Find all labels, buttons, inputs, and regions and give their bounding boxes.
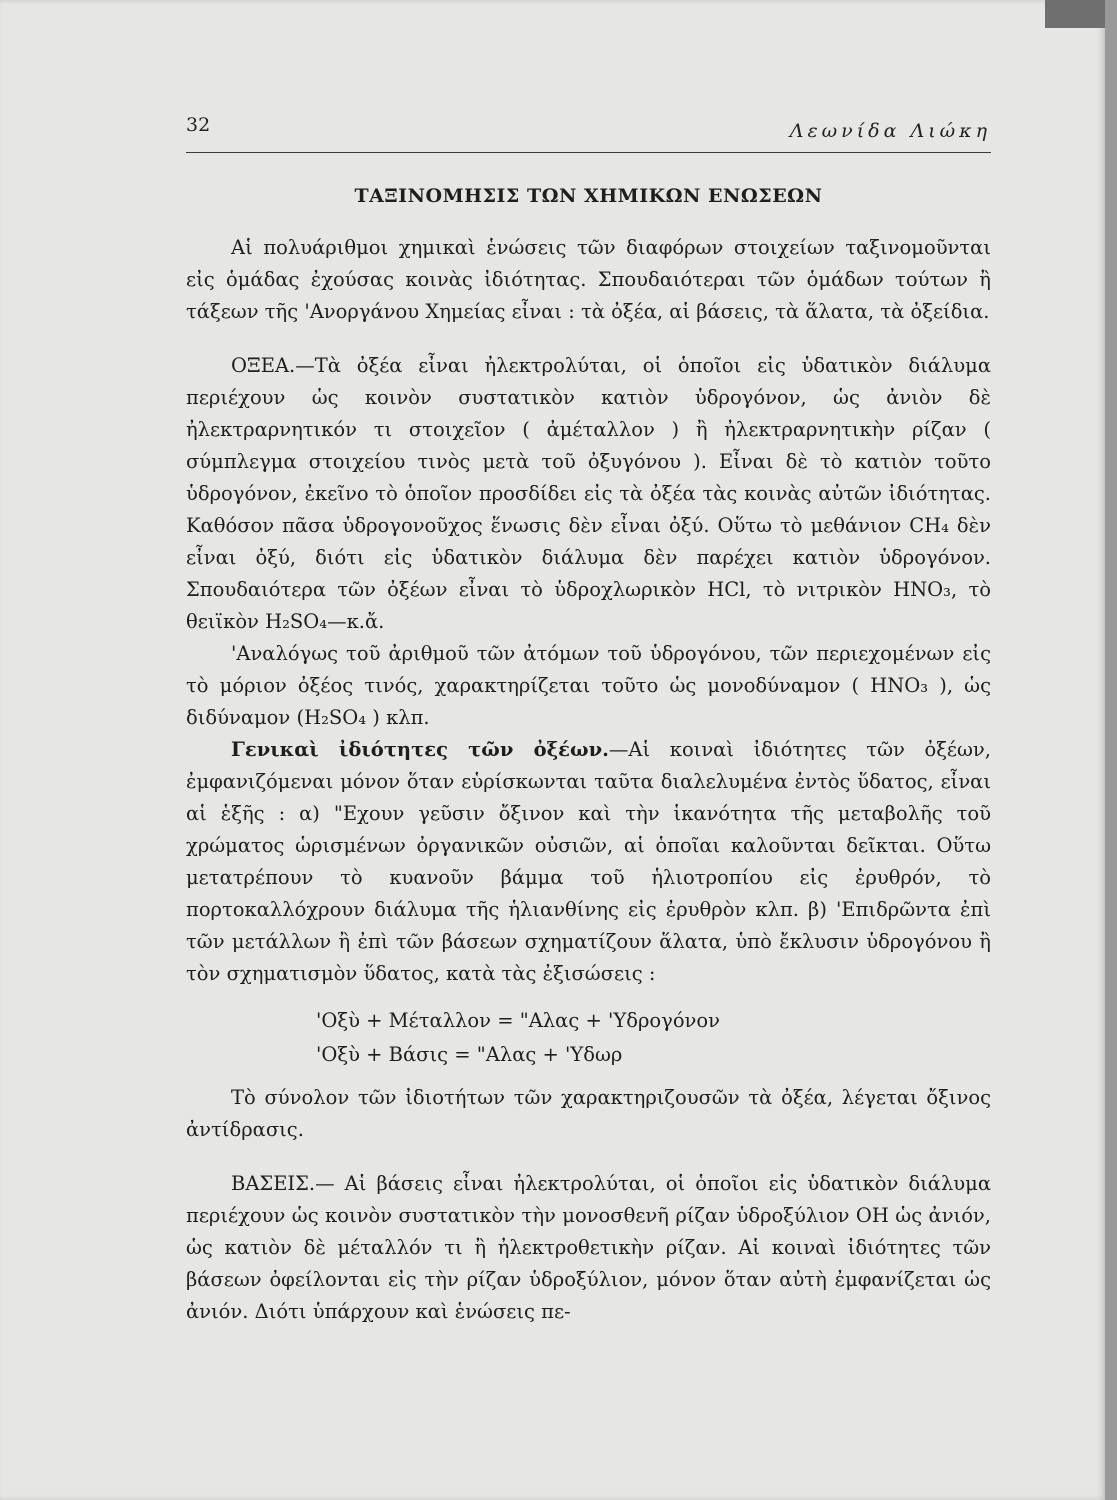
equation-acid-base: 'Οξὺ + Βάσις = "Αλας + 'Υδωρ	[316, 1043, 623, 1066]
page-header	[186, 112, 991, 153]
general-properties-text: —Αἱ κοιναὶ ἰδιότητες τῶν ὀξέων, ἐμφανιζόμεναι μόνον ὅταν εὑρίσκωνται ταῦτα διαλελυμένα ἐντὸς ὕδατος, εἶναι αἱ ἑξῆς : α) "Εχουν γεῦσιν ὄξινον καὶ τὴν ἱκανότητα τῆς μεταβολῆς τοῦ χρώματος ὡρισμένων ὀργανικῶν οὐσιῶν, αἱ ὁποῖαι καλοῦνται δεῖκται. Οὕτω μετατρέπουν τὸ κυανοῦν βάμμα τοῦ ἡλιοτροπίου εἰς ἐρυθρόν, τὸ πορτοκαλλόχρουν διάλυμα τῆς ἡλιανθίνης εἰς ἐρυθρὸν κλπ. β) 'Επιδρῶντα ἐπὶ τῶν μετάλλων ἢ ἐπὶ τῶν βάσεων σχηματίζουν ἅλατα, ὑπὸ ἔκλυσιν ὑδρογόνου ἢ τὸν σχηματισμὸν ὕδατος, κατὰ τὰς ἐξισώσεις :	[186, 738, 991, 985]
acids-general-properties	[186, 734, 991, 990]
intro-paragraph: Αἱ πολυάριθμοι χημικαὶ ἑνώσεις τῶν διαφόρων στοιχείων ταξινομοῦνται εἰς ὁμάδας ἐχούσας κοινὰς ἰδιότητας. Σπουδαιότεραι τῶν ὁμάδων τούτων ἢ τάξεων τῆς 'Ανοργάνου Χημείας εἶναι : τὰ ὀξέα, αἱ βάσεις, τὰ ἅλατα, τὰ ὀξείδια.	[186, 236, 991, 323]
general-properties-heading: Γενικαὶ ἰδιότητες τῶν ὀξέων.	[231, 738, 609, 761]
equation-acid-metal: 'Οξὺ + Μέταλλον = "Αλας + 'Υδρογόνον	[316, 1009, 721, 1032]
spacer	[186, 1146, 991, 1168]
running-head: Λεωνίδα Λιώκη	[789, 120, 991, 142]
acids-basicity-paragraph: 'Αναλόγως τοῦ ἀριθμοῦ τῶν ἀτόμων τοῦ ὑδρογόνου, τῶν περιεχομένων εἰς τὸ μόριον ὀξέος τινός, χαρακτηρίζεται τοῦτο ὡς μονοδύναμον ( HNO₃ ), ὡς διδύναμον (H₂SO₄ ) κλπ.	[186, 642, 991, 729]
page-body	[186, 180, 991, 1328]
spacer	[186, 328, 991, 350]
section-title: ΤΑΞΙΝΟΜΗΣΙΣ ΤΩΝ ΧΗΜΙΚΩΝ ΕΝΩΣΕΩΝ	[354, 185, 823, 207]
acids-paragraph: ΟΞΕΑ.—Τὰ ὀξέα εἶναι ἠλεκτρολύται, οἱ ὁποῖοι εἰς ὑδατικὸν διάλυμα περιέχουν ὡς κοινὸν συστατικὸν κατιὸν ὑδρογόνον, ὡς ἀνιὸν δὲ ἠλεκτραρνητικόν τι στοιχεῖον ( ἀμέταλλον ) ἢ ἠλεκτραρνητικὴν ρίζαν ( σύμπλεγμα στοιχείου τινὸς μετὰ τοῦ ὀξυγόνου ). Εἶναι δὲ τὸ κατιὸν τοῦτο ὑδρογόνον, ἐκεῖνο τὸ ὁποῖον προσδίδει εἰς τὰ ὀξέα τὰς κοινὰς αὐτῶν ἰδιότητας. Καθόσον πᾶσα ὑδρογονοῦχος ἕνωσις δὲν εἶναι ὀξύ. Οὕτω τὸ μεθάνιον CH₄ δὲν εἶναι ὀξύ, διότι εἰς ὑδατικὸν διάλυμα δὲν παρέχει κατιὸν ὑδρογόνον. Σπουδαιότερα τῶν ὀξέων εἶναι τὸ ὑδροχλωρικὸν HCl, τὸ νιτρικὸν HNO₃, τὸ θειϊκὸν H₂SO₄—κ.ἄ.	[186, 354, 991, 633]
acid-reaction-summary: Τὸ σύνολον τῶν ἰδιοτήτων τῶν χαρακτηριζουσῶν τὰ ὀξέα, λέγεται ὄξινος ἀντίδρασις.	[186, 1086, 991, 1141]
scan-edge	[1045, 0, 1105, 28]
equations-block	[186, 1004, 991, 1072]
bases-paragraph: ΒΑΣΕΙΣ.— Αἱ βάσεις εἶναι ἠλεκτρολύται, οἱ ὁποῖοι εἰς ὑδατικὸν διάλυμα περιέχουν ὡς κοινὸν συστατικὸν τὴν μονοσθενῆ ρίζαν ὑδροξύλιον OH ὡς ἀνιόν, ὡς κατιὸν δὲ μέταλλόν τι ἢ ἠλεκτροθετικὴν ρίζαν. Αἱ κοιναὶ ἰδιότητες τῶν βάσεων ὀφείλονται εἰς τὴν ρίζαν ὑδροξύλιον, μόνον ὅταν αὐτὴ ἐμφανίζεται ὡς ἀνιόν. Διότι ὑπάρχουν καὶ ἑνώσεις πε-	[186, 1172, 991, 1323]
page-number: 32	[186, 114, 211, 136]
